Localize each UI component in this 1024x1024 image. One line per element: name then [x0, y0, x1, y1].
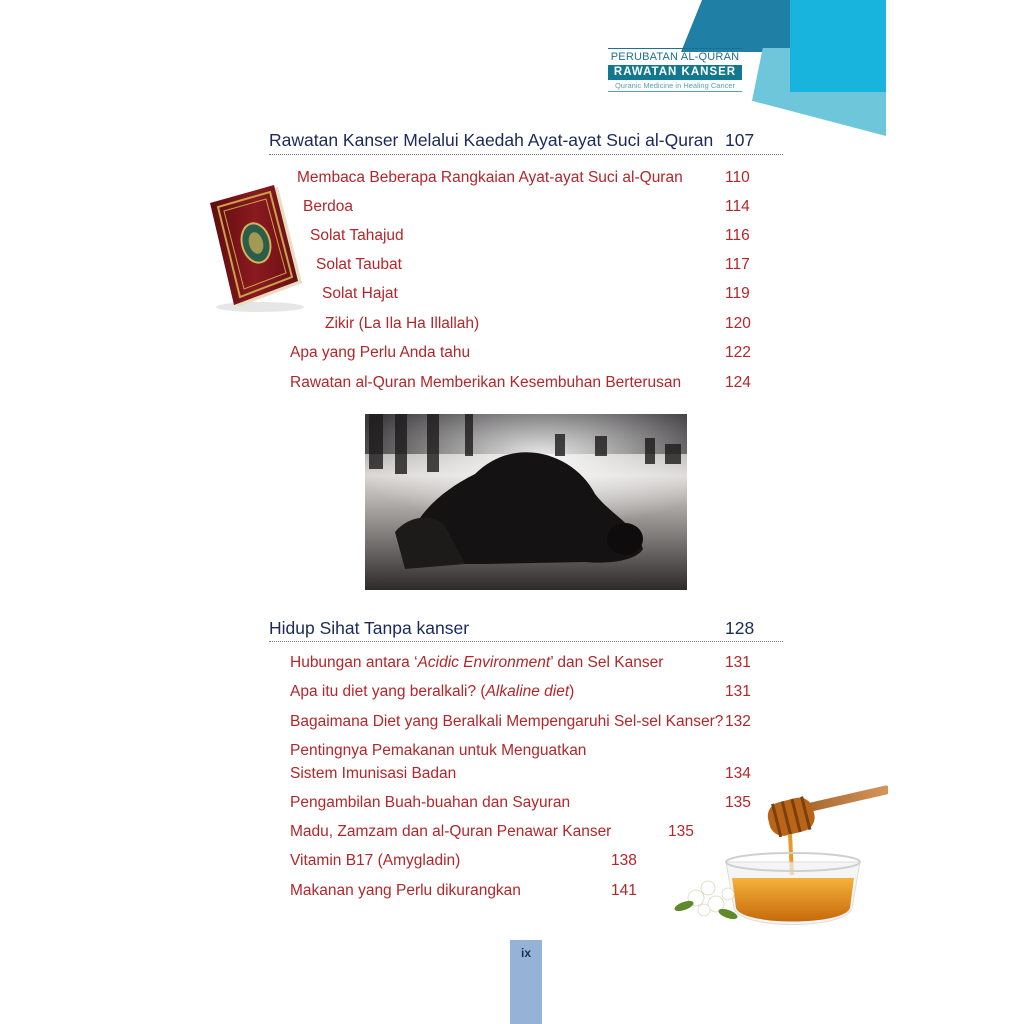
toc-item-italic: Alkaline diet — [485, 683, 570, 700]
toc-page-number: 134 — [725, 765, 751, 782]
toc-item-text: ) — [569, 683, 575, 700]
toc-item[interactable]: Bagaimana Diet yang Beralkali Mempengaruhi Sel-sel Kanser? — [290, 713, 724, 730]
section1-rule — [269, 154, 783, 155]
header-line-2: RAWATAN KANSER — [608, 65, 742, 80]
toc-item[interactable]: Zikir (La Ila Ha Illallah) — [325, 315, 480, 332]
toc-item-text: Apa itu diet yang beralkali? ( — [290, 683, 486, 700]
toc-page-number: 131 — [725, 683, 751, 700]
toc-item[interactable]: Solat Hajat — [322, 285, 398, 302]
toc-item[interactable]: Vitamin B17 (Amygladin) — [290, 852, 461, 869]
prayer-photo — [365, 414, 687, 590]
folio-number: ix — [520, 946, 531, 960]
toc-page-number: 110 — [725, 169, 750, 186]
section1-title[interactable]: Rawatan Kanser Melalui Kaedah Ayat-ayat Suci al-Quran — [269, 130, 714, 150]
toc-item[interactable]: Madu, Zamzam dan al-Quran Penawar Kanser — [290, 823, 612, 840]
toc-item[interactable]: Solat Tahajud — [310, 227, 404, 244]
toc-page-number: 132 — [725, 713, 751, 730]
header-line-3: Quranic Medicine in Healing Cancer — [608, 80, 742, 92]
toc-item[interactable]: Solat Taubat — [316, 256, 402, 273]
section2-page: 128 — [725, 618, 755, 638]
section1-page: 107 — [725, 130, 755, 150]
toc-item[interactable]: Apa yang Perlu Anda tahu — [290, 344, 471, 361]
toc-item-text: ’ dan Sel Kanser — [550, 654, 664, 671]
toc-item[interactable]: Membaca Beberapa Rangkaian Ayat-ayat Suci al-Quran — [297, 169, 683, 186]
toc-item[interactable]: Makanan yang Perlu dikurangkan — [290, 882, 521, 899]
toc-item-continued[interactable]: Sistem Imunisasi Badan — [290, 765, 457, 782]
toc-item[interactable] — [290, 683, 574, 701]
toc-item[interactable]: Rawatan al-Quran Memberikan Kesembuhan Berterusan — [290, 374, 682, 391]
toc-item[interactable]: Berdoa — [303, 198, 353, 215]
quran-book-image — [208, 183, 304, 313]
toc-item[interactable]: Pentingnya Pemakanan untuk Menguatkan — [290, 742, 587, 759]
book-header-logo — [608, 48, 742, 98]
toc-page-number: 135 — [725, 794, 751, 811]
toc-page-number: 117 — [725, 256, 750, 273]
corner-shape-mid — [790, 0, 886, 92]
toc-page-number: 138 — [611, 852, 637, 869]
section2-rule — [269, 641, 783, 642]
honey-bowl-image — [668, 780, 888, 945]
section2-title[interactable]: Hidup Sihat Tanpa kanser — [269, 618, 470, 638]
toc-page-number: 135 — [668, 823, 694, 840]
toc-item[interactable] — [290, 654, 663, 672]
toc-page-number: 124 — [725, 374, 751, 391]
header-line-1: PERUBATAN AL-QURAN — [608, 48, 742, 63]
toc-item-text: Hubungan antara ‘ — [290, 654, 418, 671]
toc-page-number: 131 — [725, 654, 751, 671]
toc-item[interactable]: Pengambilan Buah-buahan dan Sayuran — [290, 794, 571, 811]
toc-page-number: 122 — [725, 344, 751, 361]
toc-item-italic: Acidic Environment — [417, 654, 551, 671]
page-folio — [510, 940, 542, 1024]
toc-page-number: 119 — [725, 285, 750, 302]
toc-page-number: 120 — [725, 315, 751, 332]
toc-page-number: 114 — [725, 198, 750, 215]
toc-page-number: 116 — [725, 227, 750, 244]
toc-page-number: 141 — [611, 882, 637, 899]
